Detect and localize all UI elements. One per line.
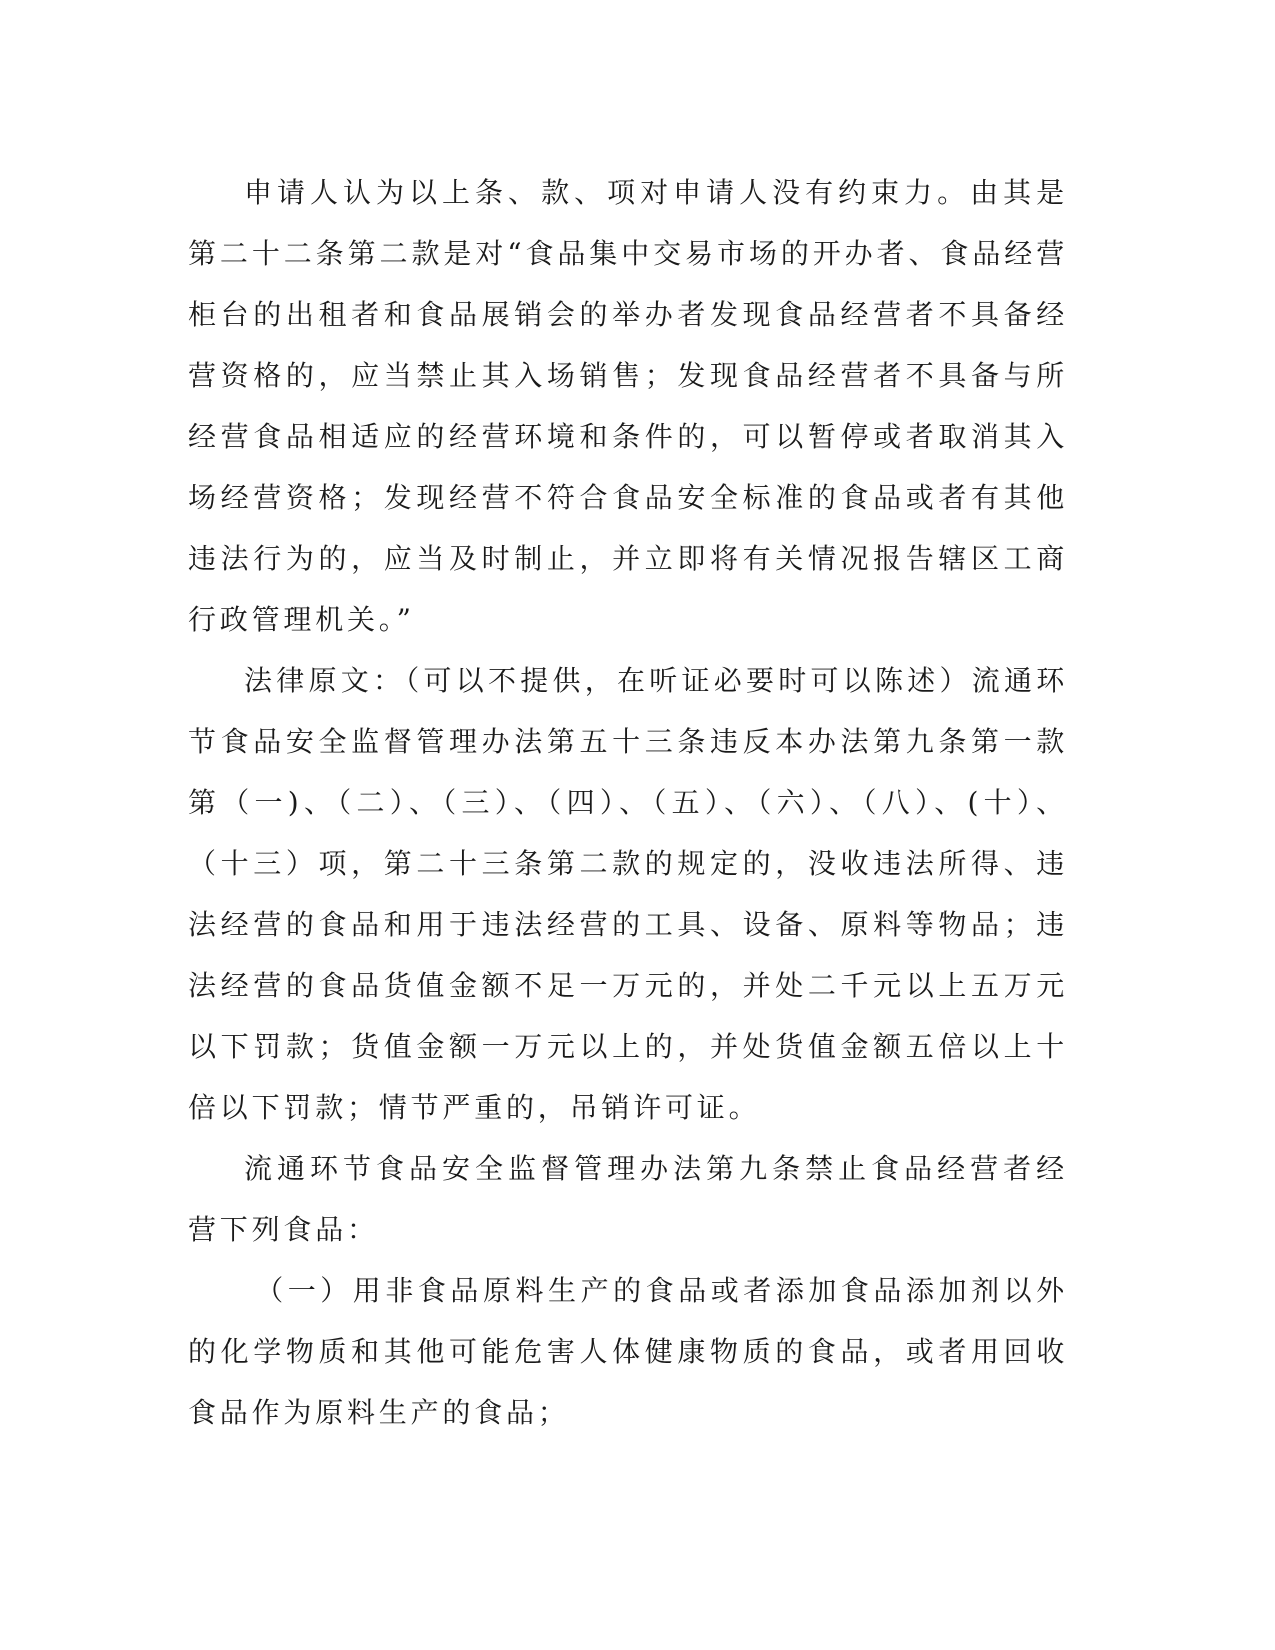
paragraph-article-nine: 流通环节食品安全监督管理办法第九条禁止食品经营者经营下列食品： xyxy=(188,1152,1068,1246)
paragraph-item-one: （一）用非食品原料生产的食品或者添加食品添加剂以外的化学物质和其他可能危害人体健康物质的食品，或者用回收食品作为原料生产的食品； xyxy=(188,1274,1068,1429)
paragraph-legal-text: 法律原文：（可以不提供，在听证必要时可以陈述）流通环节食品安全监督管理办法第五十三条违反本办法第九条第一款第（一)、（二）、（三）、（四）、（五）、（六）、（八）、(十）、（十三）项，第二十三条第二款的规定的，没收违法所得、违法经营的食品和用于违法经营的工具、设备、原料等物品；违法经营的食品货值金额不足一万元的，并处二千元以上五万元以下罚款；货值金额一万元以上的，并处货值金额五倍以上十倍以下罚款；情节严重的，吊销许可证。 xyxy=(188,664,1068,1124)
paragraph-applicant-statement: 申请人认为以上条、款、项对申请人没有约束力。由其是第二十二条第二款是对“食品集中交易市场的开办者、食品经营柜台的出租者和食品展销会的举办者发现食品经营者不具备经营资格的，应当禁止其入场销售；发现食品经营者不具备与所经营食品相适应的经营环境和条件的，可以暂停或者取消其入场经营资格；发现经营不符合食品安全标准的食品或者有其他违法行为的，应当及时制止，并立即将有关情况报告辖区工商行政管理机关。” xyxy=(188,176,1068,636)
document-body xyxy=(188,162,1068,1443)
